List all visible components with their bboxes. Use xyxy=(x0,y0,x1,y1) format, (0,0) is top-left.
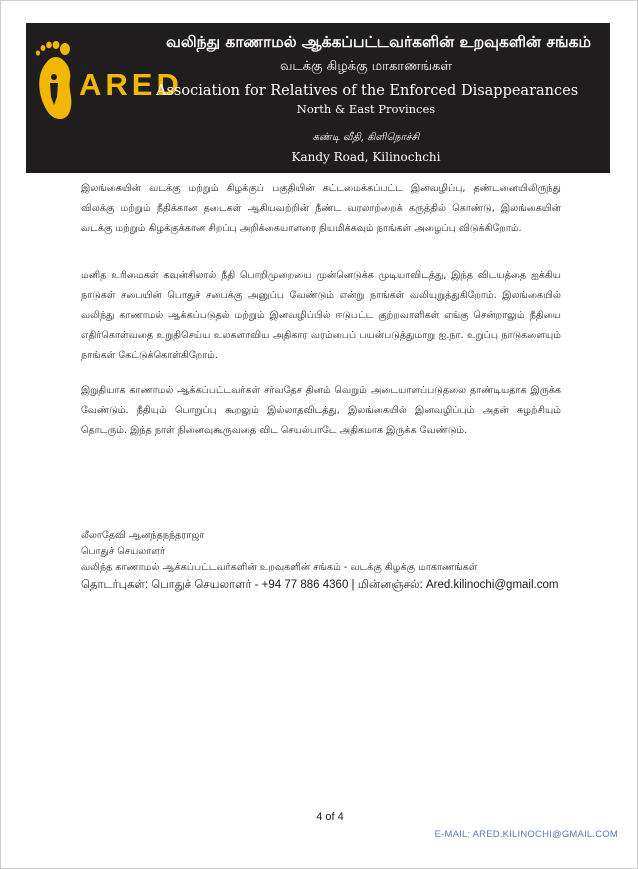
region-tamil: வடக்கு கிழக்கு மாகாணங்கள் xyxy=(279,59,453,74)
address-tamil: கண்டி வீதி, கிளிநொச்சி xyxy=(312,132,420,143)
signatory-title: பொதுச் செயலாளர் xyxy=(81,546,165,557)
signatory-organization: வலிந்த காணாமல் ஆக்கப்பட்டவர்களின் உறவுகளின் சங்கம் - வடக்கு கிழக்கு மாகாணங்கள் xyxy=(81,562,478,573)
address-english: Kandy Road, Kilinochchi xyxy=(291,150,441,164)
letterhead xyxy=(26,23,610,173)
body-paragraph-1: இலங்கையின் வடக்கு மற்றும் கிழக்குப் பகுதியின் கட்டமைக்கப்பட்ட இனவழிப்பு, தண்டனையிலிருந்து விலக்கு மற்றும் நீதிக்கான தடைகள் ஆகியவற்றின் நீண்ட வரலாற்றைக் கருத்தில் கொண்டு, இலங்கையின் வடக்கு மற்றும் கிழக்குக்கான சிறப்பு அறிக்கையாளரை நியமிக்கவும் நாங்கள் அழைப்பு விடுக்கிறோம். xyxy=(81,183,561,234)
org-name-english: Association for Relatives of the Enforced Disappearances xyxy=(156,83,579,99)
contact-line: தொடர்புகள்: பொதுச் செயலாளர் - +94 77 886 4360 | மின்னஞ்சல்: Ared.kilinochi@gmail.com xyxy=(81,579,559,591)
page-number: 4 of 4 xyxy=(316,811,344,823)
body-paragraph-2: மனித உரிமைகள் கவுன்சிலால் நீதி பொறிமுறையை முன்னெடுக்க முடியாவிடத்து, இந்த விடயத்தை ஐக்கிய நாடுகள் சபையின் பொதுச் சபைக்கு அனுப்ப வேண்டும் என்று நாங்கள் வலியுறுத்துகிறோம். இலங்கையில் வலிந்து காணாமல் ஆக்கப்படுதல் மற்றும் இனவழிப்பில் ஈடுபட்ட குற்றவாளிகள் எங்கு சென்றாலும் நீதியை எதிர்கொள்வதை உறுதிசெய்ய உலகளாவிய அதிகார வரம்பைப் பயன்படுத்துமாறு ஐ.நா. உறுப்பு நாடுகளையும் நாங்கள் கேட்டுக்கொள்கிறோம். xyxy=(81,270,561,361)
body-paragraph-3: இறுதியாக காணாமல் ஆக்கப்பட்டவர்கள் சர்வதேச தினம் வெறும் அடையாளப்படுதலை தாண்டியதாக இருக்க வேண்டும். நீதியும் பொறுப்பு கூறலும் இல்லாதவிடத்து, இலங்கையில் இனவழிப்பும் அதன் சுழற்சியும் தொடரும். இந்த நாள் நினைவுகூருவதை விட செயல்பாடே அதிகமாக இருக்க வேண்டும். xyxy=(81,385,561,436)
signatory-name: லீலாதேவி ஆனந்தநந்தராஜா xyxy=(81,530,205,541)
logo-text: ARED xyxy=(79,67,183,102)
footer-email: E-MAIL: ARED.KILINOCHI@GMAIL.COM xyxy=(434,829,618,840)
ared-logo xyxy=(32,33,183,113)
region-english: North & East Provinces xyxy=(296,102,436,116)
org-name-tamil: வலிந்து காணாமல் ஆக்கப்பட்டவர்களின் உறவுகளின் சங்கம் xyxy=(166,32,592,51)
